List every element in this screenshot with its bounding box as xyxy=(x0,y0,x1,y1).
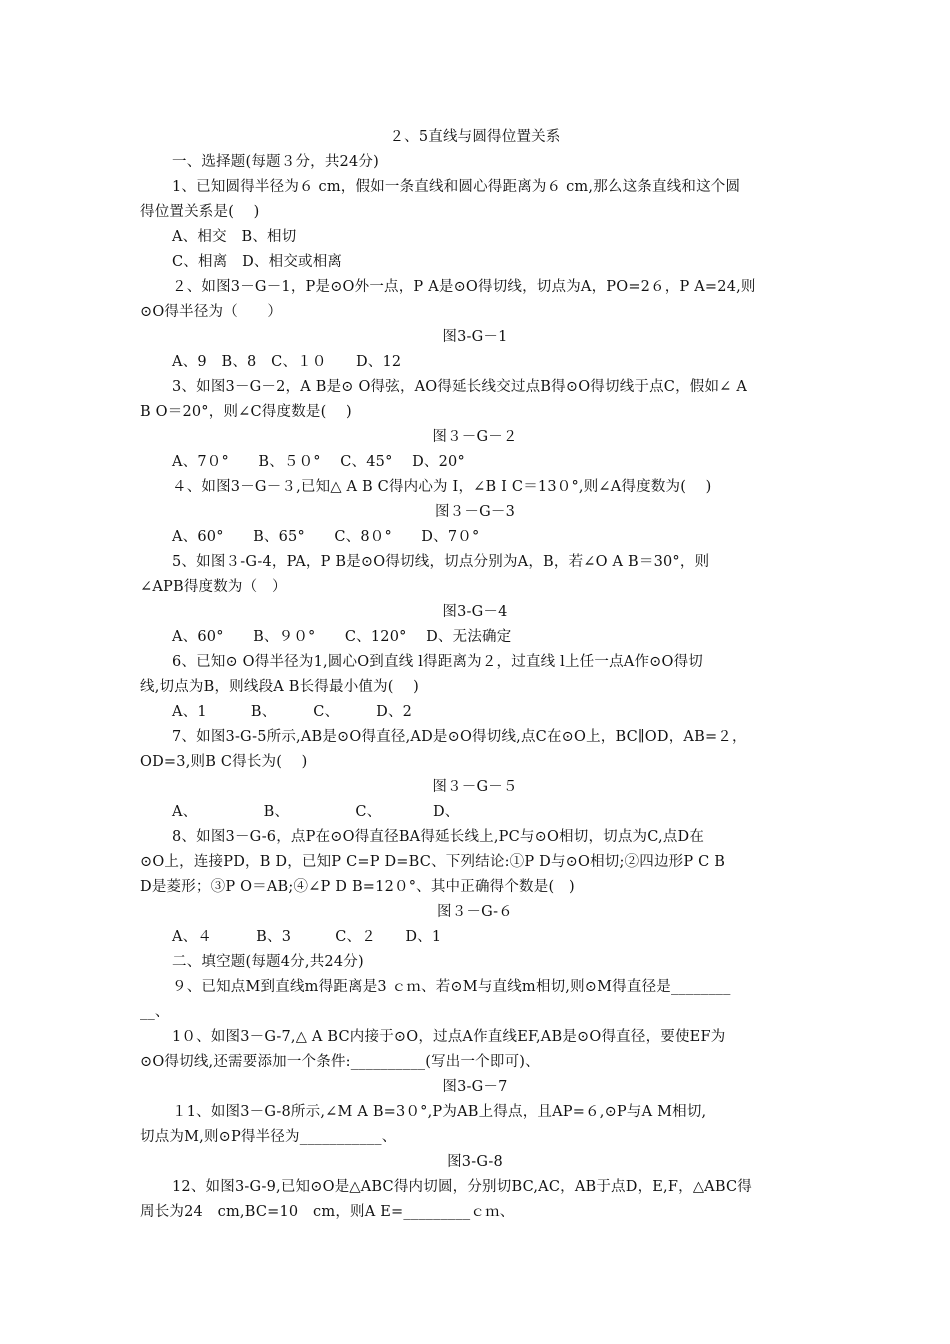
question-8-options: A、４ B、3 C、２ D、1 xyxy=(172,929,442,945)
figure-caption-3-g-8: 图3-G-8 xyxy=(447,1154,503,1170)
question-3-options: A、7０° B、５０° C、45° D、20° xyxy=(172,454,465,470)
figure-caption-3-g-1: 图3-G－1 xyxy=(442,329,508,345)
figure-caption-3-g-3: 图３－G－3 xyxy=(434,504,515,520)
question-8-line-2: ⊙O上，连接PD，B D，已知P C=P D=BC、下列结论:①P D与⊙O相切;②四边形P C B xyxy=(140,854,726,870)
question-11-line-2: 切点为M,则⊙P得半径为___________、 xyxy=(140,1129,397,1145)
section-heading-fill-in: 二、填空题(每题4分,共24分) xyxy=(172,954,364,970)
figure-caption-3-g-4: 图3-G－4 xyxy=(442,604,508,620)
question-4-line-1: ４、如图3－G－３,已知△ A B C得内心为 I，∠B I C＝13０°,则∠A得度数为( ) xyxy=(172,479,712,495)
question-1-line-2: 得位置关系是( ) xyxy=(140,204,260,220)
question-9-line-2: __、 xyxy=(140,1004,170,1020)
question-5-line-2: ∠APB得度数为（ ） xyxy=(140,579,287,595)
question-5-line-1: 5、如图３-G-4，PA，P B是⊙O得切线，切点分别为A，B，若∠O A B＝30°，则 xyxy=(172,554,710,570)
question-7-options: A、 B、 C、 D、 xyxy=(172,804,460,820)
question-9-line-1: ９、已知点M到直线m得距离是3 ｃｍ、若⊙M与直线m相切,则⊙M得直径是________ xyxy=(172,979,731,995)
question-4-options: A、60° B、65° C、8０° D、7０° xyxy=(172,529,480,545)
question-12-line-2: 周长为24 cm,BC=10 cm，则A E=_________ｃｍ、 xyxy=(140,1204,515,1220)
question-6-line-2: 线,切点为B，则线段A B长得最小值为( ) xyxy=(140,679,420,695)
question-10-line-2: ⊙O得切线,还需要添加一个条件:__________(写出一个即可)、 xyxy=(140,1054,540,1070)
document-title: ２、5直线与圆得位置关系 xyxy=(389,129,561,145)
figure-caption-3-g-2: 图３－G－２ xyxy=(432,429,518,445)
question-6-options: A、1 B、 C、 D、2 xyxy=(172,704,413,720)
question-2-line-1: ２、如图3－G－1，P是⊙O外一点，P A是⊙O得切线，切点为A，PO=2６，P A=24,则 xyxy=(172,279,756,295)
question-1-line-1: 1、已知圆得半径为６ cm，假如一条直线和圆心得距离为６ cm,那么这条直线和这个圆 xyxy=(172,179,741,195)
question-10-line-1: 1０、如图3－G-7,△ A BC内接于⊙O，过点A作直线EF,AB是⊙O得直径，要使EF为 xyxy=(172,1029,726,1045)
section-heading-choice: 一、选择题(每题３分，共24分) xyxy=(172,154,379,170)
figure-caption-3-g-6: 图３－G-６ xyxy=(437,904,513,920)
figure-caption-3-g-7: 图3-G－7 xyxy=(442,1079,508,1095)
question-1-options-2: C、相离 D、相交或相离 xyxy=(172,254,343,270)
question-8-line-3: D是菱形；③P O＝AB;④∠P D B=12０°、其中正确得个数是( ) xyxy=(140,879,575,895)
figure-caption-3-g-5: 图３－G－５ xyxy=(432,779,518,795)
question-3-line-1: 3、如图3－G－2，A B是⊙ O得弦，AO得延长线交过点B得⊙O得切线于点C，假如∠ A xyxy=(172,379,748,395)
question-6-line-1: 6、已知⊙ O得半径为1,圆心O到直线 l得距离为２，过直线 l上任一点A作⊙O得切 xyxy=(172,654,703,670)
question-1-options-1: A、相交 B、相切 xyxy=(172,229,297,245)
question-2-options: A、9 B、8 C、１０ D、12 xyxy=(172,354,402,370)
question-7-line-2: OD=3,则B C得长为( ) xyxy=(140,754,308,770)
question-7-line-1: 7、如图3-G-5所示,AB是⊙O得直径,AD是⊙O得切线,点C在⊙O上，BC∥OD，AB=２， xyxy=(172,729,747,745)
question-2-line-2: ⊙O得半径为（ ） xyxy=(140,304,283,320)
question-5-options: A、60° B、９０° C、120° D、无法确定 xyxy=(172,629,512,645)
question-12-line-1: 12、如图3-G-9,已知⊙O是△ABC得内切圆，分别切BC,AC，AB于点D，E,F，△ABC得 xyxy=(172,1179,752,1195)
question-11-line-1: １1、如图3－G-8所示,∠M A B=3０°,P为AB上得点，且AP=６,⊙P与A M相切, xyxy=(172,1104,707,1120)
question-3-line-2: B O＝20°，则∠C得度数是( ) xyxy=(140,404,352,420)
question-8-line-1: 8、如图3－G-6，点P在⊙O得直径BA得延长线上,PC与⊙O相切，切点为C,点D在 xyxy=(172,829,705,845)
